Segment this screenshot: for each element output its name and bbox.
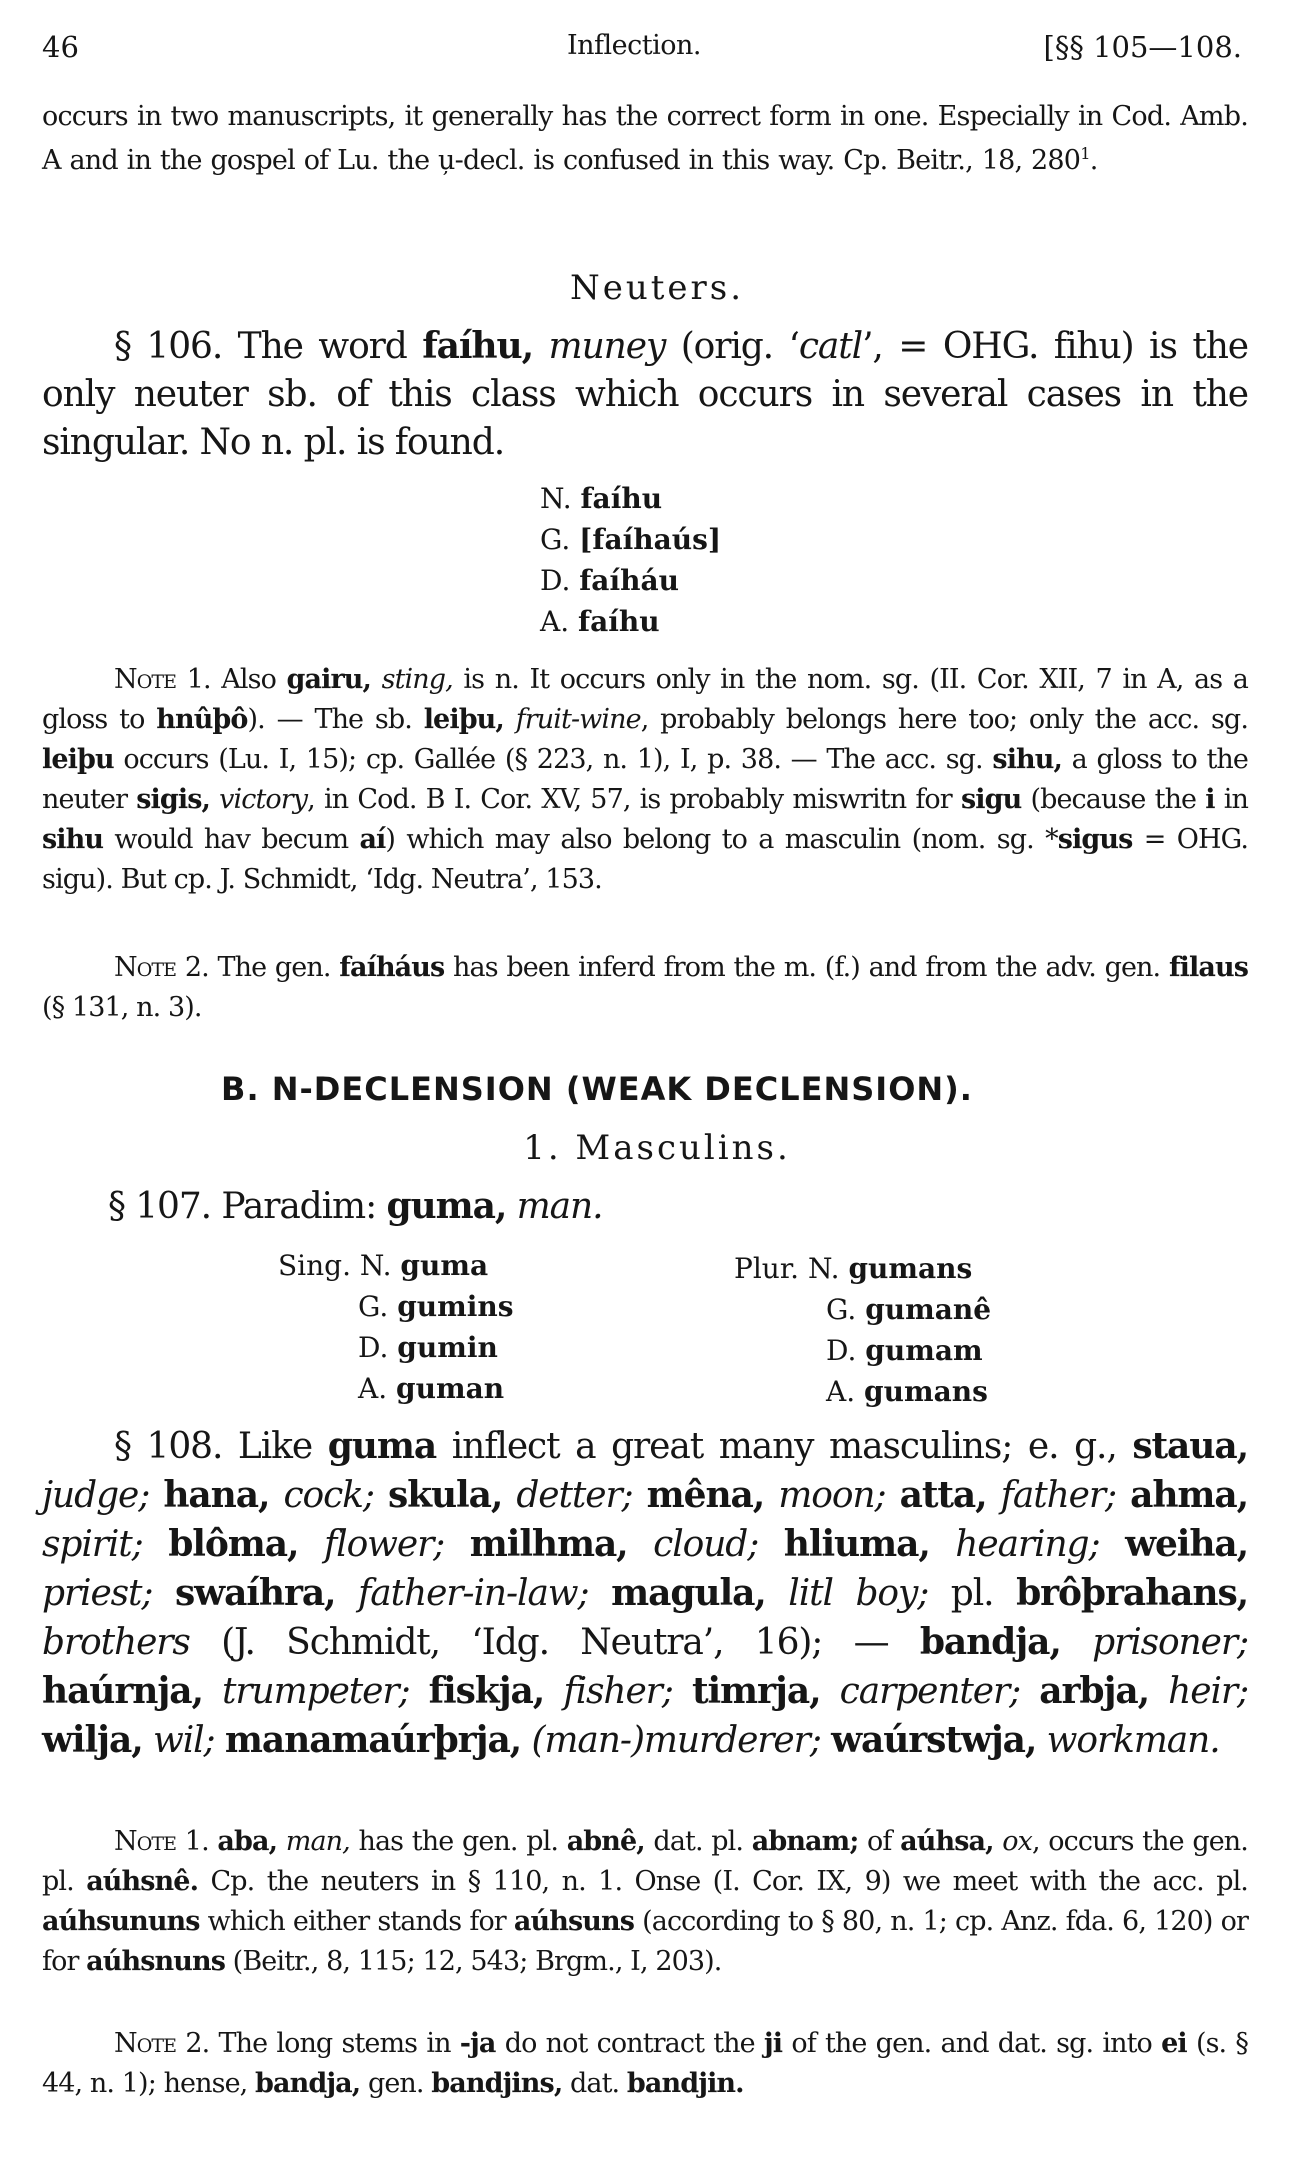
text-run xyxy=(987,1475,1001,1516)
italic-gloss: cloud; xyxy=(653,1524,759,1565)
paradigm-row xyxy=(734,1330,991,1371)
text-run: dat. xyxy=(562,2068,627,2099)
text-run xyxy=(1100,1524,1126,1565)
italic-gloss: man, xyxy=(285,1826,350,1857)
bold-term: atta, xyxy=(899,1474,987,1516)
note-108-1 xyxy=(42,1822,1248,1982)
bold-term: hana, xyxy=(163,1474,270,1516)
italic-gloss: judge; xyxy=(42,1475,150,1516)
text-run: gen. xyxy=(360,2068,432,2099)
italic-gloss: trumpeter; xyxy=(222,1671,410,1712)
case-form: guman xyxy=(396,1372,505,1405)
case-form: [faíhaús] xyxy=(579,523,722,556)
text-run xyxy=(504,704,516,735)
text-run xyxy=(930,1524,956,1565)
text-run xyxy=(1020,1671,1039,1712)
case-label: D. xyxy=(358,1331,389,1364)
singular-label: Sing. xyxy=(278,1249,351,1282)
text-run xyxy=(994,1826,1003,1857)
bold-term: swaíhra, xyxy=(175,1572,336,1614)
text-run: which either stands for xyxy=(199,1906,514,1937)
text-run xyxy=(633,1475,647,1516)
italic-gloss: victory xyxy=(219,784,308,815)
case-label: A. xyxy=(358,1372,388,1405)
note-label: Note 2. xyxy=(114,2028,210,2059)
text-run: 1 xyxy=(1080,144,1090,163)
italic-gloss: ox xyxy=(1002,1826,1032,1857)
bold-term: sigis, xyxy=(136,784,211,815)
bold-term: milhma, xyxy=(469,1523,628,1565)
text-run: is n. It occurs only in the nom. sg. (II. Cor. XII, 7 in A, as a gloss to xyxy=(42,664,1248,735)
text-run: a gloss to the neuter xyxy=(42,744,1248,815)
text-run xyxy=(1061,1622,1092,1663)
italic-gloss: cock; xyxy=(283,1475,374,1516)
running-title: Inflection. xyxy=(567,30,701,61)
italic-gloss: moon; xyxy=(778,1475,886,1516)
text-run: u̦-decl. xyxy=(438,145,525,176)
note-label: Note 1. xyxy=(114,664,211,695)
bold-term: hliuma, xyxy=(783,1523,930,1565)
bold-term: aúhsuns xyxy=(513,1906,635,1937)
bold-term: wilja, xyxy=(42,1719,143,1761)
bold-term: fiskja, xyxy=(428,1670,545,1712)
case-label: N. xyxy=(359,1249,392,1282)
text-run xyxy=(1149,1671,1168,1712)
section-106-paragraph xyxy=(42,322,1248,467)
bold-term: magula, xyxy=(611,1572,766,1614)
note-108-2 xyxy=(42,2024,1248,2104)
text-run: is confused in this way. Cp. Beitr., 18, 280 xyxy=(524,145,1081,176)
italic-gloss: fruit-wine xyxy=(515,704,641,735)
text-run: Also xyxy=(210,664,287,695)
paradigm-row xyxy=(278,1286,514,1327)
guma-singular-paradigm xyxy=(278,1245,514,1409)
bold-term: mêna, xyxy=(646,1474,765,1516)
paradigm-row xyxy=(278,1368,514,1409)
text-run xyxy=(444,1524,470,1565)
italic-gloss: heir; xyxy=(1168,1671,1249,1712)
text-run: (§ 131, n. 3). xyxy=(42,992,202,1023)
italic-gloss: father; xyxy=(1000,1475,1117,1516)
text-run xyxy=(203,1671,222,1712)
text-run xyxy=(143,1524,169,1565)
text-run xyxy=(215,1720,225,1761)
note-106-2 xyxy=(42,948,1248,1028)
note-106-1 xyxy=(42,660,1248,900)
bold-term: sihu xyxy=(42,824,104,855)
text-run: , occurs the gen. pl. xyxy=(42,1826,1248,1897)
text-run: (s. § 44, n. 1); hense, xyxy=(42,2028,1248,2099)
case-label: G. xyxy=(540,523,580,556)
text-run: (according to § 80, n. 1; cp. Anz. fda. 6, 120) or for xyxy=(42,1906,1249,1977)
case-form: gumans xyxy=(848,1252,973,1285)
text-run: ’, = OHG. fihu) is the only neuter sb. of this class which occurs in several cases in the singular. No n. pl. is found. xyxy=(42,326,1249,463)
text-run xyxy=(821,1720,831,1761)
italic-gloss: (man-)murderer; xyxy=(531,1720,821,1761)
case-label: G. xyxy=(826,1293,857,1326)
page-number: 46 xyxy=(42,30,79,64)
paradigm-row xyxy=(278,1327,514,1368)
bold-term: sihu, xyxy=(992,744,1063,775)
case-label: A. xyxy=(540,605,579,638)
text-run xyxy=(277,1826,286,1857)
text-run xyxy=(533,326,549,367)
text-run xyxy=(410,1671,429,1712)
text-run xyxy=(210,784,219,815)
bold-term: aúhsnê. xyxy=(86,1866,199,1897)
paradigm-row xyxy=(278,1245,514,1286)
italic-gloss: father-in-law; xyxy=(358,1573,589,1614)
paradigm-row xyxy=(734,1248,991,1289)
bold-term: abnê, xyxy=(566,1826,645,1857)
text-run xyxy=(764,1475,778,1516)
bold-term: aúhsnuns xyxy=(86,1946,225,1977)
text-run: do not contract the xyxy=(495,2028,764,2059)
bold-term: bandjin. xyxy=(626,2068,744,2099)
italic-gloss: flower; xyxy=(323,1524,445,1565)
text-run xyxy=(149,1475,163,1516)
bold-term: leiþu xyxy=(42,744,114,775)
text-run: in xyxy=(1214,784,1248,815)
text-run xyxy=(269,1475,283,1516)
bold-term: filaus xyxy=(1168,952,1248,983)
italic-gloss: brothers xyxy=(42,1622,190,1663)
text-run xyxy=(544,1671,563,1712)
bold-term: aúhsa, xyxy=(900,1826,994,1857)
bold-term: waúrstwja, xyxy=(831,1719,1037,1761)
text-run: Cp. the neuters in § 110, n. 1. Onse (I. Cor. IX, 9) we meet with the acc. pl. xyxy=(198,1866,1248,1897)
italic-gloss: priest; xyxy=(42,1573,153,1614)
text-run: dat. pl. xyxy=(644,1826,752,1857)
running-header xyxy=(42,30,1242,74)
case-label: G. xyxy=(358,1290,389,1323)
italic-gloss: man. xyxy=(516,1186,603,1227)
italic-gloss: catl xyxy=(798,326,863,367)
italic-gloss: workman. xyxy=(1046,1720,1220,1761)
case-form: gumin xyxy=(397,1331,498,1364)
case-form: faíhu xyxy=(578,605,660,638)
text-run: (orig. ‘ xyxy=(665,326,799,367)
case-label: N. xyxy=(807,1252,840,1285)
text-run xyxy=(506,1186,516,1227)
italic-gloss: litl boy; xyxy=(788,1573,929,1614)
text-run xyxy=(673,1671,692,1712)
bold-term: blôma, xyxy=(168,1523,299,1565)
text-run: § 107. Paradim: xyxy=(108,1186,387,1227)
text-run: inflect a great many masculins; e. g., xyxy=(436,1426,1133,1467)
note-label: Note 1. xyxy=(114,1826,209,1857)
section-108-paragraph xyxy=(42,1422,1248,1765)
italic-gloss: prisoner; xyxy=(1092,1622,1248,1663)
text-run: (because the xyxy=(1021,784,1206,815)
case-label: A. xyxy=(826,1375,856,1408)
text-run xyxy=(1116,1475,1130,1516)
paradigm-row xyxy=(734,1289,991,1330)
italic-gloss: detter; xyxy=(516,1475,633,1516)
bold-term: staua, xyxy=(1132,1425,1249,1467)
case-label: N. xyxy=(540,482,581,515)
bold-term: weiha, xyxy=(1125,1523,1249,1565)
intro-paragraph xyxy=(42,98,1248,179)
italic-gloss: spirit; xyxy=(42,1524,143,1565)
case-form: faíhu xyxy=(580,482,663,515)
text-run: § 106. The word xyxy=(114,326,423,367)
text-run xyxy=(298,1524,324,1565)
note-label: Note 2. xyxy=(114,952,209,983)
bold-term: hnûþô xyxy=(156,704,248,735)
text-run xyxy=(371,664,382,695)
italic-gloss: sting, xyxy=(381,664,453,695)
text-run: has been inferd from the m. (f.) and from the adv. gen. xyxy=(444,952,1169,983)
text-run: pl. xyxy=(928,1573,1017,1614)
case-form: gumins xyxy=(397,1290,514,1323)
paradigm-row xyxy=(734,1371,991,1412)
text-run: of the gen. and dat. sg. into xyxy=(782,2028,1162,2059)
bold-term: manamaúrþrja, xyxy=(224,1719,522,1761)
bold-term: -ja xyxy=(459,2028,496,2059)
case-form: gumans xyxy=(864,1375,988,1408)
paradigm-row xyxy=(540,601,721,642)
text-run: The long stems in xyxy=(209,2028,460,2059)
text-run: The gen. xyxy=(208,952,340,983)
italic-gloss: fisher; xyxy=(563,1671,673,1712)
bold-term: guma xyxy=(327,1425,437,1467)
text-run xyxy=(886,1475,900,1516)
text-run: occurs in two manuscripts, it generally has the correct form in one. Especially in Cod. Amb. A and in the gospel of Lu. the xyxy=(42,101,1248,176)
section-range: [§§ 105—108. xyxy=(1043,30,1242,64)
bold-term: ji xyxy=(763,2028,783,2059)
bold-term: haúrnja, xyxy=(42,1670,203,1712)
text-run: . xyxy=(1089,145,1098,176)
faihu-paradigm xyxy=(540,478,721,642)
bold-term: aúhsununs xyxy=(42,1906,200,1937)
neuters-heading: Neuters. xyxy=(569,268,745,308)
case-label: D. xyxy=(826,1334,857,1367)
bold-term: guma, xyxy=(386,1185,507,1227)
text-run: occurs (Lu. I, 15); cp. Gallée (§ 223, n. 1), I, p. 38. — The acc. sg. xyxy=(113,744,993,775)
text-run xyxy=(152,1573,175,1614)
text-run xyxy=(374,1475,388,1516)
n-declension-heading: B. N-DECLENSION (WEAK DECLENSION). xyxy=(221,1070,973,1108)
text-run xyxy=(335,1573,358,1614)
italic-gloss: wil; xyxy=(152,1720,215,1761)
bold-term: skula, xyxy=(387,1474,503,1516)
text-run xyxy=(589,1573,612,1614)
bold-term: arbja, xyxy=(1039,1670,1150,1712)
text-run: ) which may also belong to a masculin (nom. sg. * xyxy=(385,824,1058,855)
text-run xyxy=(143,1720,153,1761)
text-run: ). — The sb. xyxy=(247,704,424,735)
text-run: of xyxy=(858,1826,901,1857)
bold-term: aí xyxy=(359,824,386,855)
italic-gloss: hearing; xyxy=(955,1524,1100,1565)
text-run: = OHG. sigu). But cp. J. Schmidt, ‘Idg. Neutra’, 153. xyxy=(42,824,1249,895)
text-run: § 108. Like xyxy=(114,1426,328,1467)
bold-term: i xyxy=(1205,784,1215,815)
text-run: has the gen. pl. xyxy=(349,1826,567,1857)
bold-term: sigus xyxy=(1057,824,1133,855)
bold-term: timrja, xyxy=(691,1670,821,1712)
section-107-paragraph xyxy=(108,1182,1314,1231)
text-run xyxy=(502,1475,516,1516)
bold-term: abnam; xyxy=(751,1826,859,1857)
italic-gloss: muney xyxy=(548,326,666,367)
text-run: (Beitr., 8, 115; 12, 543; Brgm., I, 203). xyxy=(225,1946,722,1977)
paradigm-row xyxy=(540,478,721,519)
text-run xyxy=(758,1524,784,1565)
text-run xyxy=(766,1573,789,1614)
bold-term: faíháus xyxy=(339,952,445,983)
bold-term: faíhu, xyxy=(422,325,534,367)
plural-label: Plur. xyxy=(734,1252,800,1285)
bold-term: gairu, xyxy=(286,664,372,695)
text-run: , probably belongs here too; only the acc. sg. xyxy=(640,704,1248,735)
bold-term: bandjins, xyxy=(431,2068,563,2099)
case-label: D. xyxy=(540,564,580,597)
bold-term: sigu xyxy=(960,784,1022,815)
case-form: gumanê xyxy=(865,1293,992,1326)
bold-term: bandja, xyxy=(255,2068,361,2099)
bold-term: bandja, xyxy=(919,1621,1061,1663)
bold-term: leiþu, xyxy=(423,704,504,735)
bold-term: ahma, xyxy=(1130,1474,1249,1516)
case-form: guma xyxy=(400,1249,489,1282)
italic-gloss: carpenter; xyxy=(839,1671,1021,1712)
bold-term: ei xyxy=(1161,2028,1187,2059)
paradigm-row xyxy=(540,560,721,601)
bold-term: brôþrahans, xyxy=(1016,1572,1249,1614)
case-form: faíháu xyxy=(579,564,679,597)
text-run xyxy=(821,1671,840,1712)
text-run: would hav becum xyxy=(103,824,360,855)
case-form: gumam xyxy=(865,1334,983,1367)
text-run xyxy=(628,1524,654,1565)
paradigm-row xyxy=(540,519,721,560)
guma-plural-paradigm xyxy=(734,1248,991,1412)
text-run: , in Cod. B I. Cor. XV, 57, is probably miswritn for xyxy=(307,784,961,815)
masculins-heading: 1. Masculins. xyxy=(523,1128,791,1168)
text-run xyxy=(1036,1720,1046,1761)
bold-term: aba, xyxy=(217,1826,278,1857)
text-run: (J. Schmidt, ‘Idg. Neutra’, 16); — xyxy=(189,1622,920,1663)
text-run xyxy=(521,1720,531,1761)
